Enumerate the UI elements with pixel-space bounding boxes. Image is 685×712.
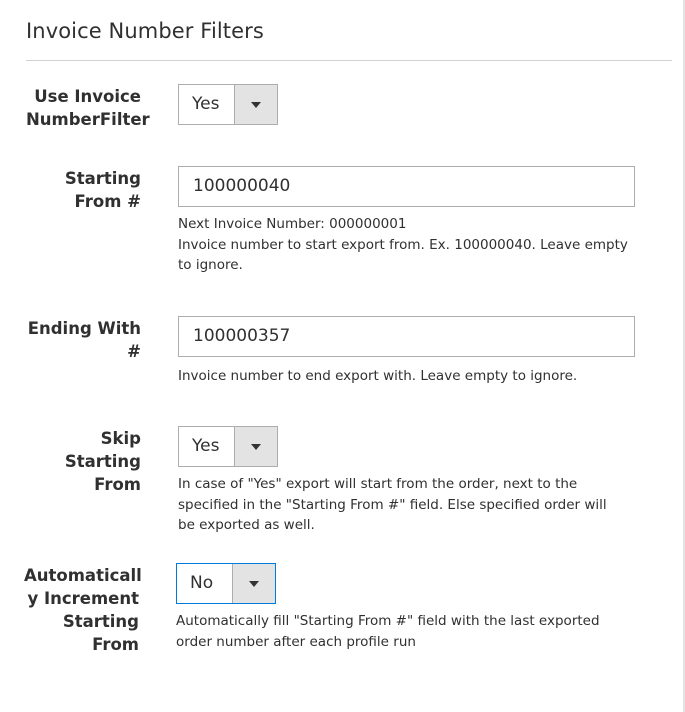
auto-increment-select[interactable] <box>176 563 276 604</box>
starting-from-note: Next Invoice Number: 000000001 Invoice number to start export from. Ex. 100000040. Leave empty to ignore. <box>178 216 628 273</box>
auto-increment-note: Automatically fill "Starting From #" field with the last exported order number after each profile run <box>176 613 600 650</box>
ending-with-label: Ending With # <box>27 319 141 361</box>
use-filter-label: Use Invoice NumberFilter <box>26 87 150 129</box>
chevron-down-icon <box>232 564 275 603</box>
chevron-down-icon <box>234 427 277 466</box>
use-filter-value: Yes <box>192 94 220 114</box>
section-divider <box>26 60 672 61</box>
use-filter-select[interactable] <box>178 84 278 125</box>
skip-starting-label: Skip Starting From <box>64 429 141 494</box>
starting-from-input[interactable]: 100000040 <box>178 166 635 207</box>
ending-with-note: Invoice number to end export with. Leave empty to ignore. <box>178 368 578 384</box>
ending-with-input[interactable]: 100000357 <box>178 316 635 357</box>
chevron-down-icon <box>234 85 277 124</box>
starting-from-label: Starting From # <box>64 169 141 211</box>
skip-starting-select[interactable] <box>178 426 278 467</box>
skip-starting-value: Yes <box>192 436 220 456</box>
section-title: Invoice Number Filters <box>26 19 264 43</box>
skip-starting-note: In case of "Yes" export will start from the order, next to the specified in the "Starting From #" field. Else specified order will be exported as well. <box>178 476 607 533</box>
auto-increment-value: No <box>190 573 214 593</box>
auto-increment-label: Automaticall y Increment Starting From <box>24 566 142 654</box>
